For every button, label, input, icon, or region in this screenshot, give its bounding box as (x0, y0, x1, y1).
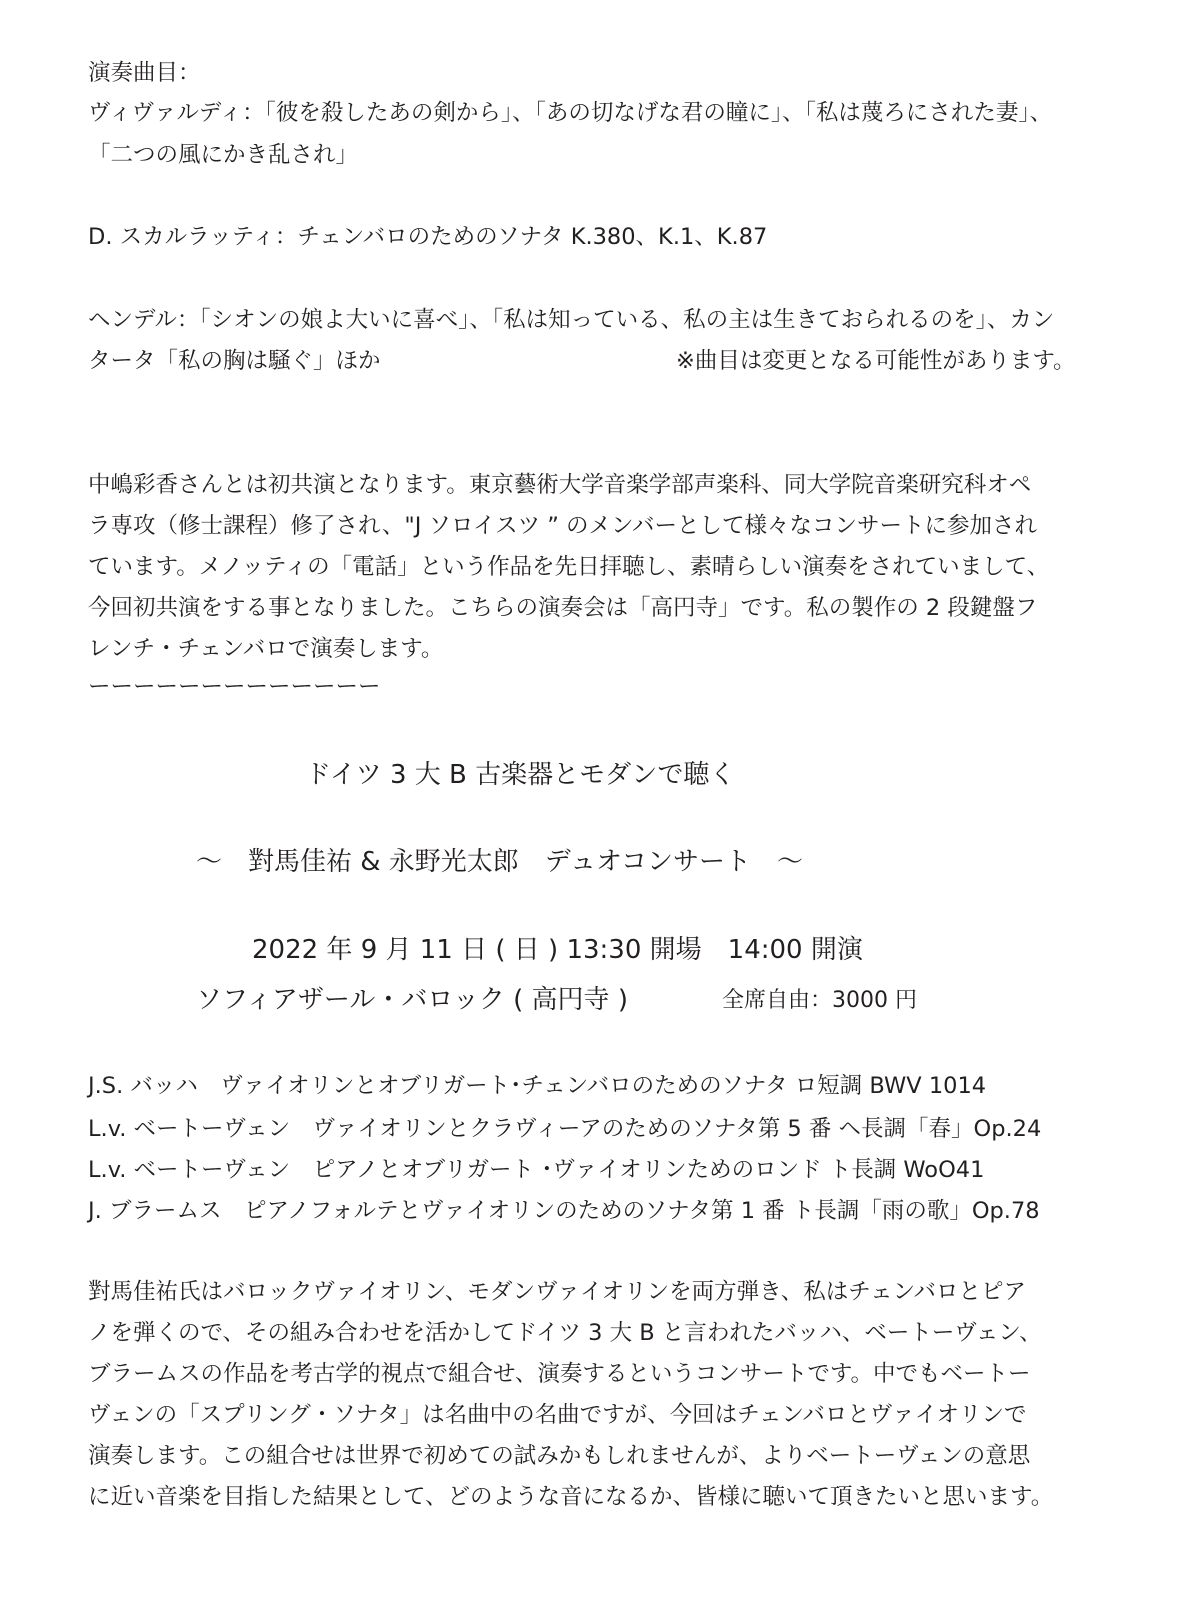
closing-line-6: に近い音楽を目指した結果として、どのような音になるか、皆様に聴いて頂きたいと思います。 (88, 1484, 1054, 1510)
closing-line-4: ヴェンの「スプリング・ソナタ」は名曲中の名曲ですが、今回はチェンバロとヴァイオリンで (88, 1402, 1027, 1428)
concert-price: 全席自由：3000 円 (722, 988, 917, 1013)
work-item-beethoven-rondo: L.v. ベートーヴェン ピアノとオブリガート ･ヴァイオリンためのロンド ト長調 WoO41 (88, 1157, 985, 1183)
closing-line-2: ノを弾くので、その組み合わせを活かしてドイツ 3 大 B と言われたバッハ、ベートーヴェン、 (88, 1320, 1042, 1346)
handel-line-2: タータ「私の胸は騒ぐ」ほか (88, 348, 381, 374)
work-item-beethoven-sonata: L.v. ベートーヴェン ヴァイオリンとクラヴィーアのためのソナタ第 5 番 ヘ長調「春」Op.24 (88, 1116, 1042, 1142)
intro-line-3: ています。メノッティの「電話」という作品を先日拝聴し、素晴らしい演奏をされていまして、 (88, 554, 1050, 580)
closing-line-5: 演奏します。この組合せは世界で初めての試みかもしれませんが、よりベートーヴェンの意思 (88, 1443, 1031, 1469)
concert-title: ドイツ 3 大 B 古楽器とモダンで聴く (305, 760, 736, 790)
handel-line-1: ヘンデル：「シオンの娘よ大いに喜べ」、「私は知っている、私の主は生きておられるのを」、カン (88, 307, 1055, 333)
scarlatti-line: D. スカルラッティ：チェンバロのためのソナタ K.380、K.1、K.87 (88, 224, 768, 250)
work-item-brahms: J. ブラームス ピアノフォルテとヴァイオリンのためのソナタ第 1 番 ト長調「雨の歌」Op.78 (88, 1198, 1040, 1224)
concert-venue: ソフィアザール・バロック ( 高円寺 ) (196, 985, 628, 1015)
intro-line-4: 今回初共演をする事となりました。こちらの演奏会は「高円寺」です。私の製作の 2 段鍵盤フ (88, 595, 1038, 621)
program-label: 演奏曲目： (88, 60, 201, 86)
work-item-bach: J.S. バッハ ヴァイオリンとオブリガート･チェンバロのためのソナタ ロ短調 BWV 1014 (88, 1073, 987, 1099)
intro-line-1: 中嶋彩香さんとは初共演となります。東京藝術大学音楽学部声楽科、同大学院音楽研究科オペ (88, 472, 1032, 498)
closing-line-3: ブラームスの作品を考古学的視点で組合せ、演奏するというコンサートです。中でもベートー (88, 1361, 1031, 1387)
concert-subtitle: ～ 對馬佳祐 & 永野光太郎 デュオコンサート ～ (196, 847, 803, 877)
closing-line-1: 對馬佳祐氏はバロックヴァイオリン、モダンヴァイオリンを両方弾き、私はチェンバロとピア (88, 1279, 1027, 1305)
vivaldi-line-2: 「二つの風にかき乱され」 (88, 142, 359, 168)
concert-datetime: 2022 年 9 月 11 日 ( 日 ) 13:30 開場 14:00 開演 (252, 935, 863, 965)
intro-line-2: ラ専攻（修士課程）修了され、"J ソロイスツ ” のメンバーとして様々なコンサートに参加され (88, 513, 1037, 539)
vivaldi-line-1: ヴィヴァルディ：「彼を殺したあの剣から」、「あの切なげな君の瞳に」、「私は蔑ろにされた妻」、 (88, 100, 1053, 126)
intro-line-5: レンチ・チェンバロで演奏します。 (88, 636, 444, 662)
program-change-note: ※曲目は変更となる可能性があります。 (676, 348, 1076, 374)
section-divider: ーーーーーーーーーーーーー (88, 674, 381, 700)
